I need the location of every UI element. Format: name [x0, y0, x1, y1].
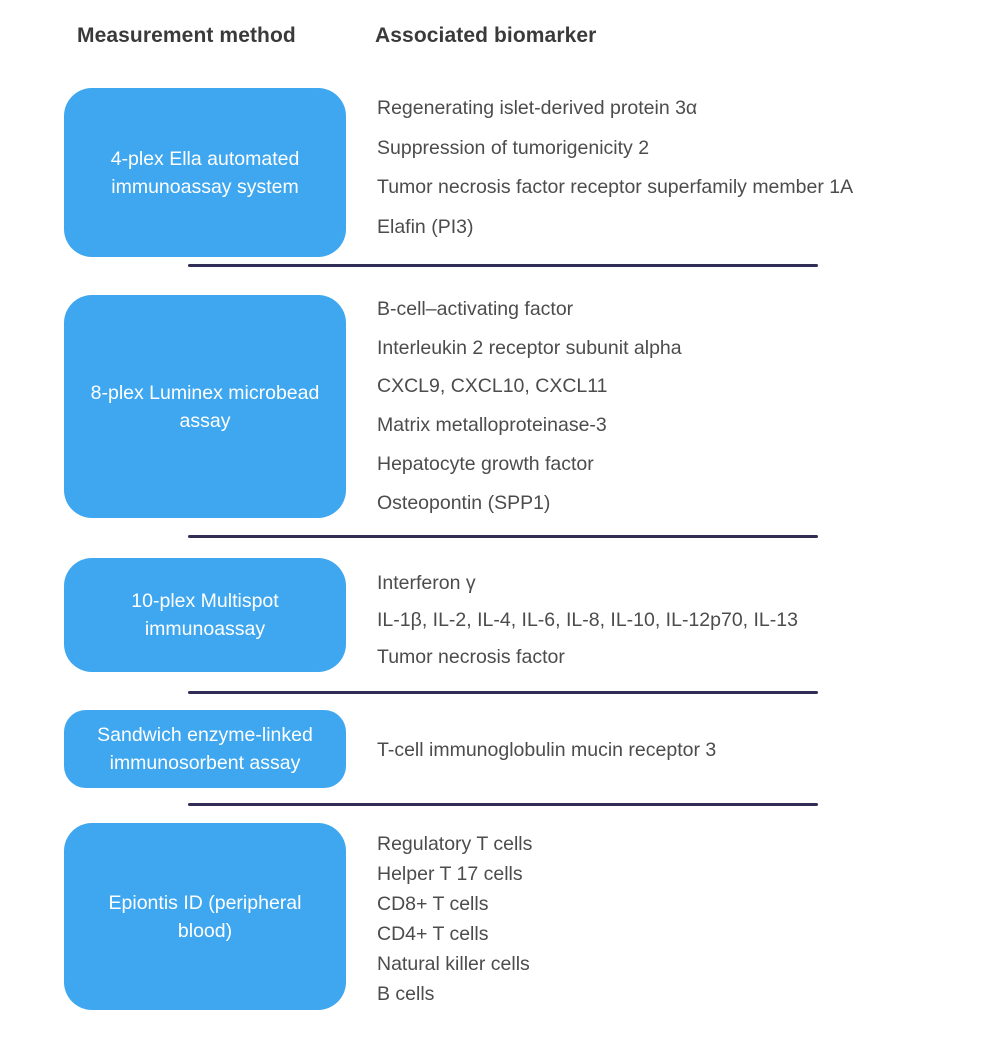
- method-box-sandwich-elisa: [64, 710, 346, 788]
- method-label: Epiontis ID (peripheral blood): [108, 891, 302, 942]
- biomarker-list-epiontis: [377, 829, 532, 1009]
- biomarker-item: CD8+ T cells: [377, 893, 489, 915]
- method-label: 4-plex Ella automated immunoassay system: [110, 147, 300, 198]
- section-divider: [188, 535, 818, 538]
- biomarker-item: Tumor necrosis factor: [377, 645, 565, 668]
- biomarker-item: IL-1β, IL-2, IL-4, IL-6, IL-8, IL-10, IL-12p70, IL-13: [377, 608, 798, 631]
- biomarker-item: Interferon γ: [377, 572, 476, 594]
- biomarker-item: CXCL9, CXCL10, CXCL11: [377, 375, 608, 398]
- biomarker-item: Natural killer cells: [377, 953, 530, 975]
- method-box-ella-immunoassay: [64, 88, 346, 257]
- biomarker-item: Osteopontin (SPP1): [377, 491, 551, 514]
- biomarker-item: Helper T 17 cells: [377, 863, 523, 885]
- biomarker-item: Interleukin 2 receptor subunit alpha: [377, 336, 682, 359]
- section-divider: [188, 691, 818, 694]
- biomarker-item: Regenerating islet-derived protein 3α: [377, 97, 698, 119]
- biomarker-item: T-cell immunoglobulin mucin receptor 3: [377, 739, 717, 761]
- biomarker-list-elisa: [377, 731, 716, 769]
- biomarker-list-multispot: [377, 565, 798, 675]
- biomarker-item: Suppression of tumorigenicity 2: [377, 136, 650, 159]
- method-label: 8-plex Luminex microbead assay: [90, 381, 320, 432]
- biomarker-item: Elafin (PI3): [377, 215, 474, 238]
- method-box-multispot-immunoassay: [64, 558, 346, 672]
- method-label: Sandwich enzyme-linked immunosorbent assay: [97, 724, 313, 774]
- section-divider: [188, 264, 818, 267]
- column-header-measurement-method: Measurement method: [77, 24, 296, 47]
- biomarker-item: B-cell–activating factor: [377, 298, 574, 320]
- biomarker-item: CD4+ T cells: [377, 923, 489, 945]
- section-divider: [188, 803, 818, 806]
- biomarker-item: Tumor necrosis factor receptor superfamily member 1A: [377, 176, 854, 198]
- method-label: 10-plex Multispot immunoassay: [131, 590, 279, 640]
- biomarker-item: Regulatory T cells: [377, 833, 533, 855]
- column-header-associated-biomarker: Associated biomarker: [375, 24, 597, 47]
- biomarker-item: Hepatocyte growth factor: [377, 452, 594, 475]
- biomarker-list-ella: [377, 89, 853, 247]
- biomarker-item: Matrix metalloproteinase-3: [377, 414, 607, 437]
- biomarker-item: B cells: [377, 983, 435, 1005]
- method-box-epiontis-id: [64, 823, 346, 1010]
- biomarker-list-luminex: [377, 290, 682, 522]
- method-box-luminex-microbead: [64, 295, 346, 518]
